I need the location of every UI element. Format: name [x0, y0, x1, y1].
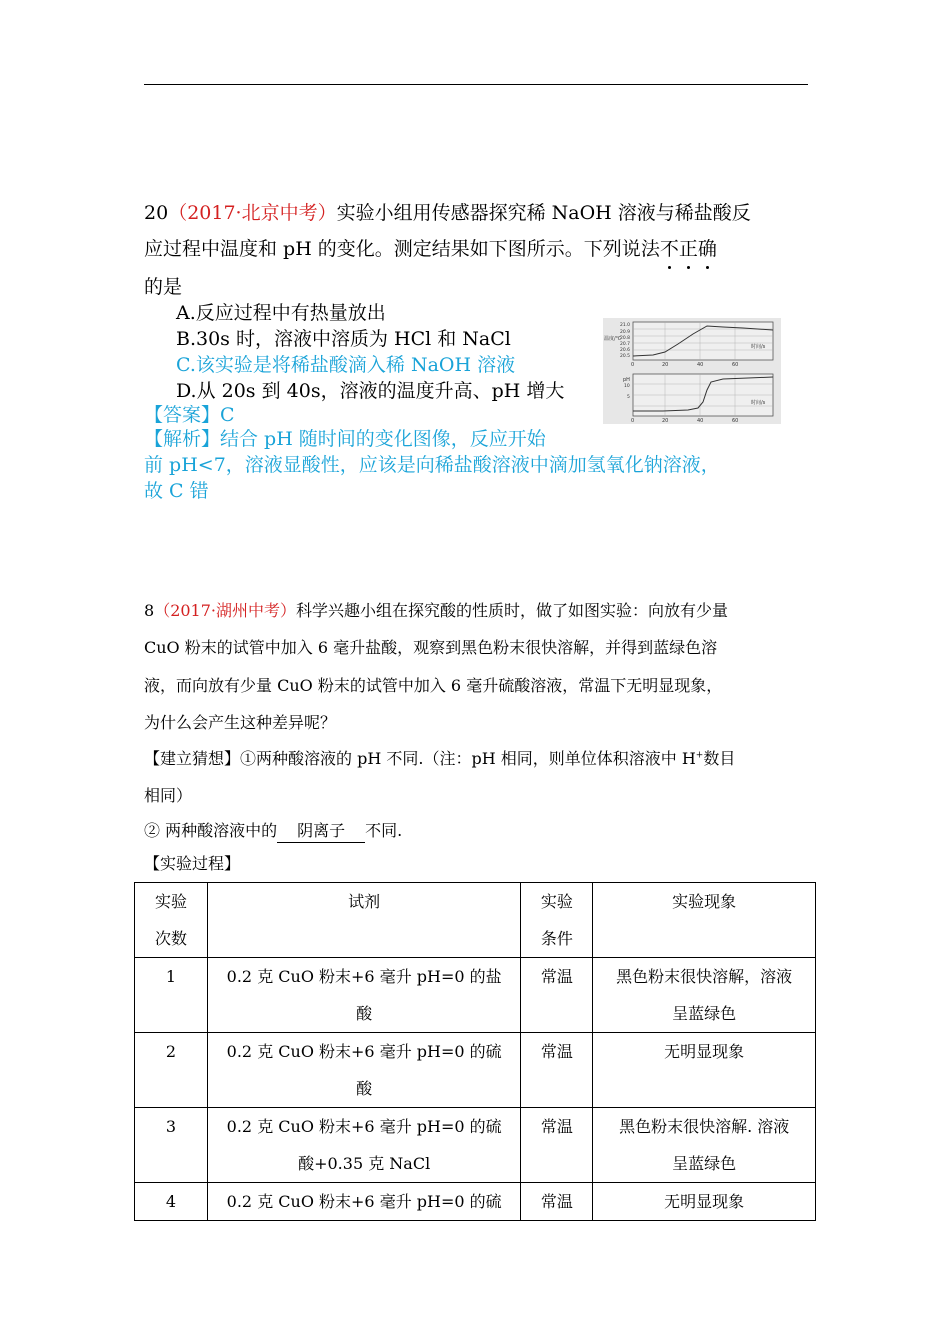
- svg-text:20.8: 20.8: [620, 336, 631, 341]
- q8-line4: 为什么会产生这种差异呢？: [144, 713, 337, 732]
- q20-source: （2017·北京中考）: [168, 202, 337, 224]
- experiment-table: [134, 882, 816, 1221]
- q8-line3: 液，而向放有少量 CuO 粉末的试管中加入 6 毫升硫酸溶液，常温下无明显现象，: [144, 676, 723, 695]
- svg-text:20.7: 20.7: [620, 342, 631, 347]
- ph-tick-labels: [624, 383, 630, 400]
- q20-option-d: D.从 20s 到 40s，溶液的温度升高、pH 增大: [176, 380, 565, 402]
- emphasis-char: 确: [698, 238, 717, 260]
- temperature-ph-graph: [603, 318, 781, 424]
- temp-ylabel: 温度/℃: [604, 336, 622, 342]
- q20-stem-line2: 应过程中温度和 pH 的变化。测定结果如下图所示。下列说法不 正 确: [144, 234, 717, 261]
- svg-text:20.5: 20.5: [620, 354, 631, 359]
- svg-text:21.0: 21.0: [620, 323, 631, 328]
- q20-number: 20: [144, 202, 169, 224]
- svg-text:0: 0: [631, 418, 635, 424]
- header-rule: [144, 84, 808, 85]
- q8-hypothesis-2: ② 两种酸溶液中的 阴离子 不同.: [144, 818, 402, 843]
- q8-hypothesis-line1: 【建立猜想】①两种酸溶液的 pH 不同.（注：pH 相同，则单位体积溶液中 H+数目: [144, 749, 736, 768]
- svg-text:5: 5: [627, 395, 630, 400]
- table-row: 4 0.2 克 CuO 粉末+6 毫升 pH=0 的硫 常温 无明显现象: [135, 1183, 816, 1221]
- table-row: 1 0.2 克 CuO 粉末+6 毫升 pH=0 的盐 酸 常温 黑色粉末很快溶解，溶液 呈蓝绿色: [135, 958, 816, 1033]
- q20-option-b: B.30s 时，溶液中溶质为 HCl 和 NaCl: [176, 328, 511, 350]
- q8-line1: 8（2017·湖州中考）科学兴趣小组在探究酸的性质时，做了如图实验：向放有少量: [144, 601, 729, 620]
- q8-process-title: 【实验过程】: [144, 854, 241, 873]
- header-condition: 实验 条件: [521, 883, 593, 958]
- svg-text:60: 60: [732, 418, 739, 424]
- header-phenomenon: 实验现象: [593, 883, 816, 958]
- table-row: 2 0.2 克 CuO 粉末+6 毫升 pH=0 的硫 酸 常温 无明显现象: [135, 1033, 816, 1108]
- svg-text:20.9: 20.9: [620, 330, 631, 335]
- header-reagent: 试剂: [207, 883, 521, 958]
- temp-tick-labels: [620, 322, 630, 359]
- q20-answer: 【答案】C: [144, 404, 235, 426]
- svg-text:10: 10: [624, 384, 630, 389]
- emphasis-char: 正: [679, 238, 698, 260]
- q20-analysis-line1: 【解析】结合 pH 随时间的变化图像，反应开始: [144, 428, 546, 450]
- svg-text:0: 0: [631, 362, 635, 368]
- svg-text:20: 20: [662, 418, 669, 424]
- header-trial: 实验 次数: [135, 883, 208, 958]
- q8-source: （2017·湖州中考）: [154, 601, 296, 620]
- svg-text:时间/s: 时间/s: [751, 400, 766, 406]
- q20-option-a: A.反应过程中有热量放出: [176, 302, 386, 324]
- q8-hypothesis-line2: 相同）: [144, 786, 193, 805]
- svg-text:20: 20: [662, 362, 669, 368]
- table-row: 3 0.2 克 CuO 粉末+6 毫升 pH=0 的硫 酸+0.35 克 NaCl 常温 黑色粉末很快溶解. 溶液 呈蓝绿色: [135, 1108, 816, 1183]
- q20-stem-line1: 20（2017·北京中考）实验小组用传感器探究稀 NaOH 溶液与稀盐酸反: [144, 202, 751, 224]
- q20-figure: [603, 318, 781, 424]
- ph-ylabel: pH: [623, 377, 630, 383]
- emphasis-char: 不: [660, 238, 679, 260]
- table-header-row: [135, 883, 816, 958]
- svg-text:40: 40: [697, 418, 704, 424]
- svg-text:60: 60: [732, 362, 739, 368]
- q8-number: 8: [144, 601, 155, 620]
- q20-analysis-line3: 故 C 错: [144, 480, 209, 502]
- svg-text:时间/s: 时间/s: [751, 344, 766, 350]
- q8-line2: CuO 粉末的试管中加入 6 毫升盐酸，观察到黑色粉末很快溶解，并得到蓝绿色溶: [144, 638, 718, 657]
- q20-analysis-line2: 前 pH<7，溶液显酸性，应该是向稀盐酸溶液中滴加氢氧化钠溶液，: [144, 454, 720, 476]
- fill-blank-answer: 阴离子: [277, 820, 365, 843]
- svg-text:40: 40: [697, 362, 704, 368]
- svg-text:20.6: 20.6: [620, 348, 631, 353]
- q20-option-c: C.该实验是将稀盐酸滴入稀 NaOH 溶液: [176, 354, 516, 376]
- q20-stem-line3: 的是: [144, 276, 183, 298]
